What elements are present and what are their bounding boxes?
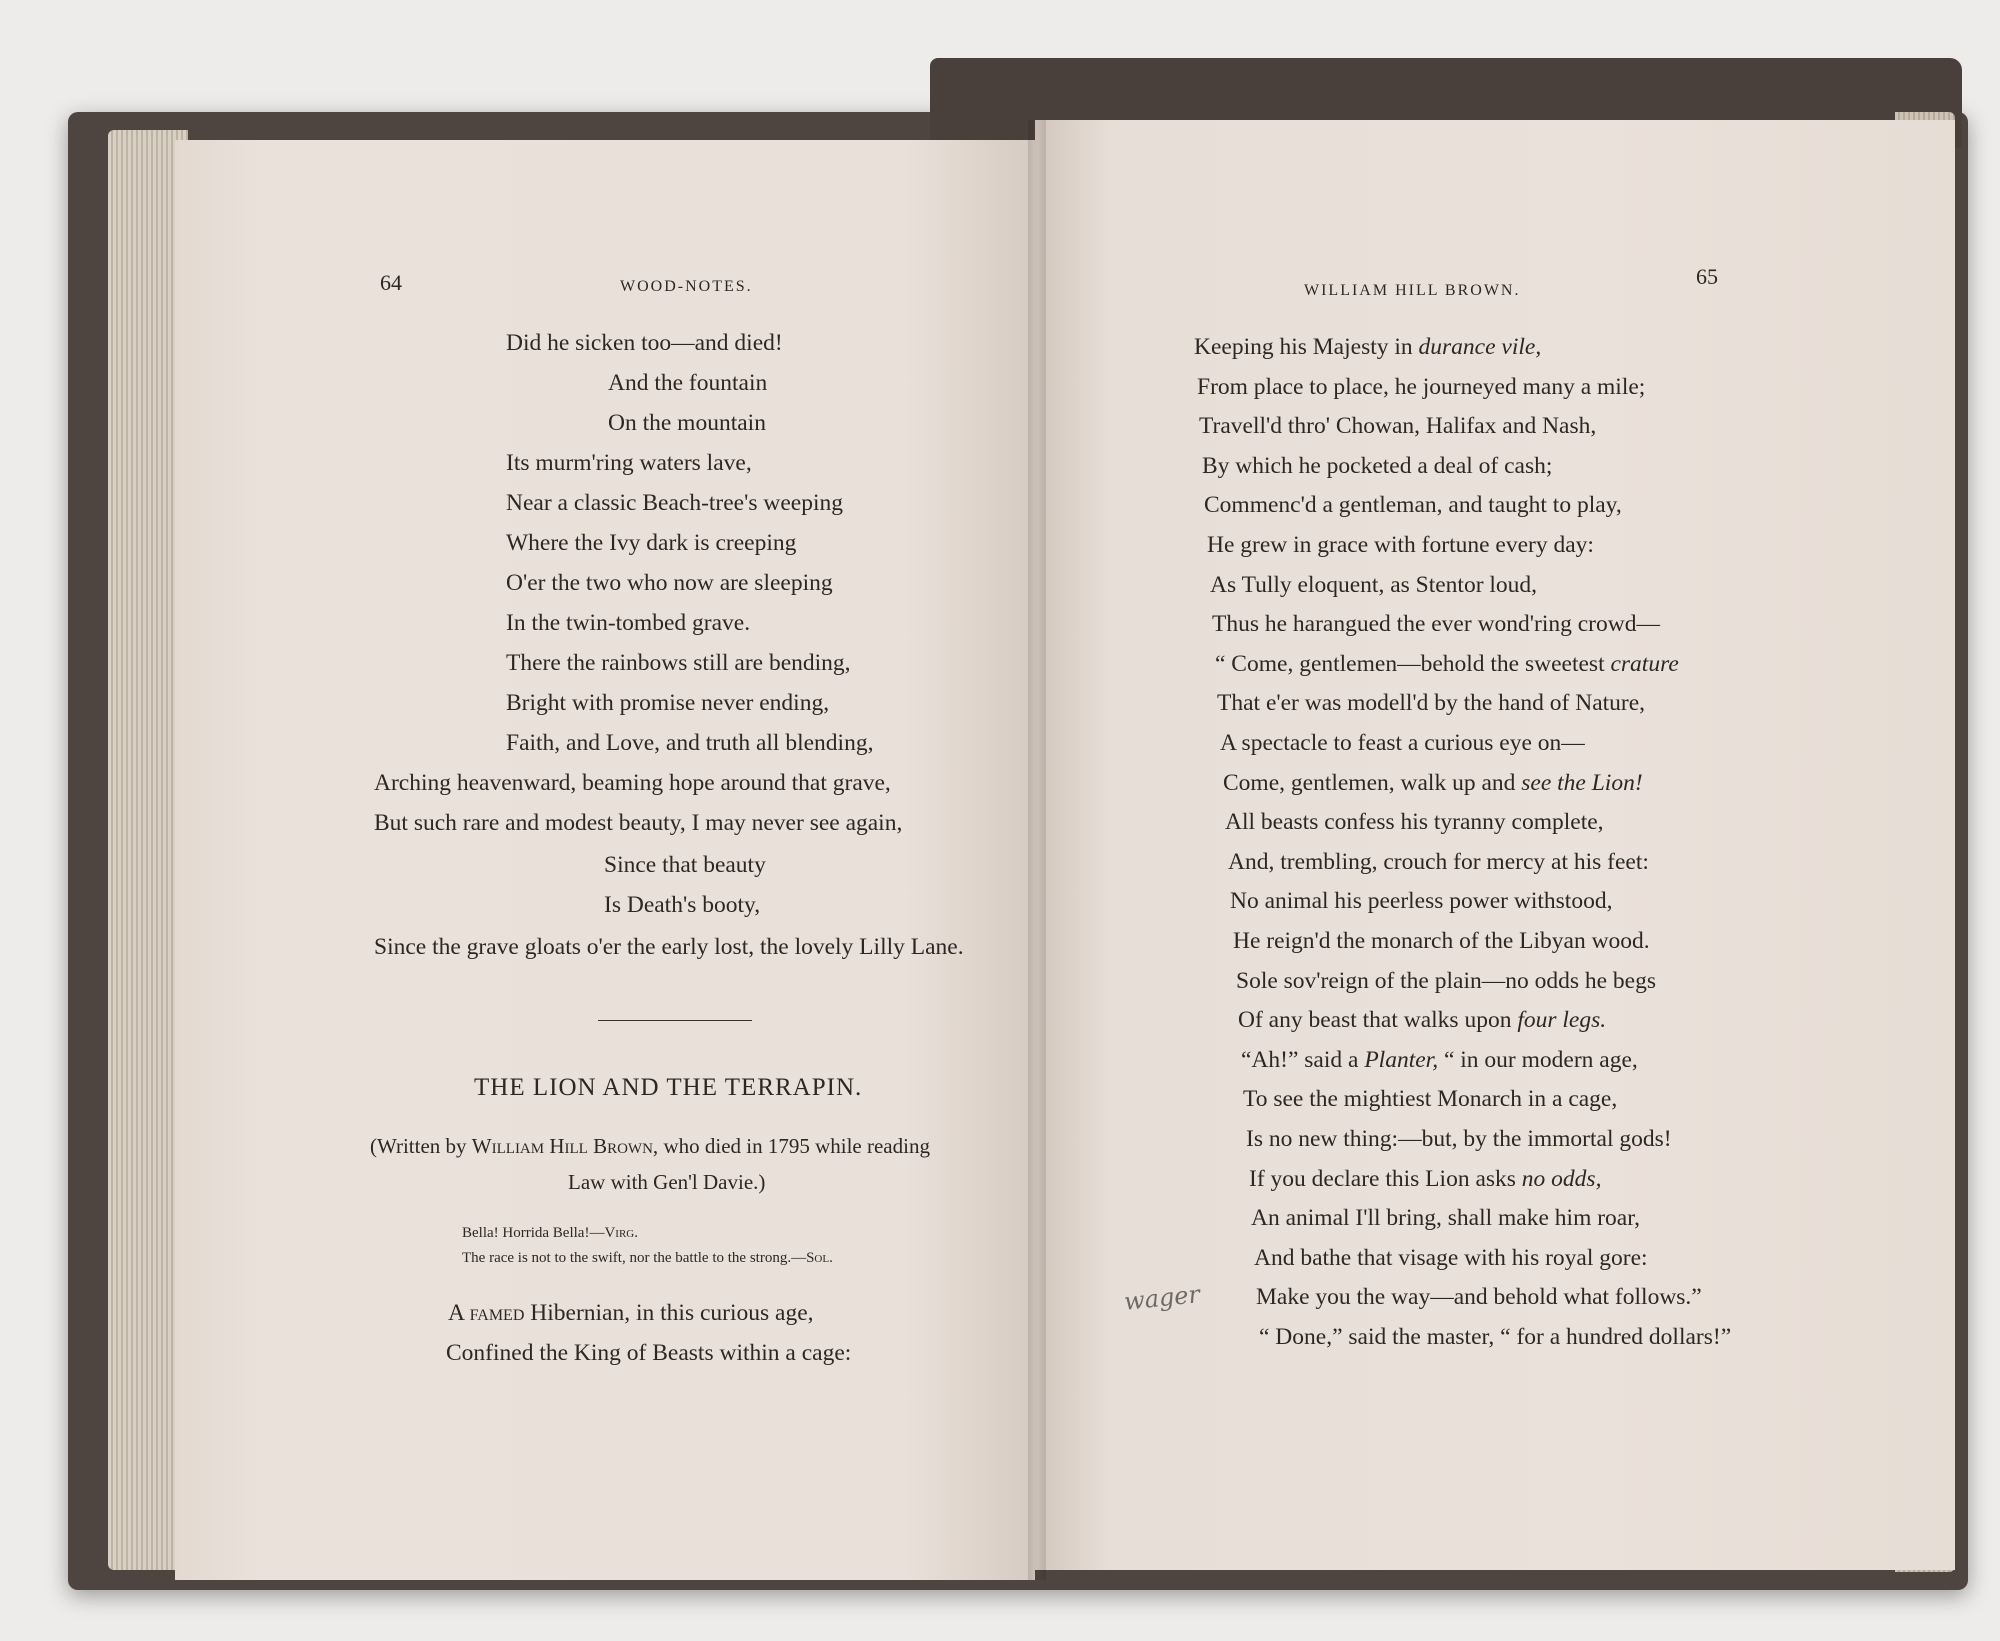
poem-line: Confined the King of Beasts within a cage:	[446, 1340, 852, 1366]
poem-line: Where the Ivy dark is creeping	[506, 530, 797, 556]
poem-line: He reign'd the monarch of the Libyan wood.	[1233, 928, 1650, 954]
poem-line: Since the grave gloats o'er the early lost, the lovely Lilly Lane.	[374, 934, 964, 960]
poem-line: Travell'd thro' Chowan, Halifax and Nash,	[1199, 413, 1597, 439]
poem-line: “ Come, gentlemen—behold the sweetest crature	[1215, 651, 1679, 677]
poem-line: And bathe that visage with his royal gore:	[1254, 1245, 1648, 1271]
poem-line: O'er the two who now are sleeping	[506, 570, 833, 596]
byline-suffix: who died in 1795 while reading	[658, 1134, 930, 1158]
section-divider	[598, 1020, 752, 1021]
poem-line: An animal I'll bring, shall make him roar,	[1251, 1205, 1640, 1231]
poem-line: Since that beauty	[604, 852, 766, 878]
right-running-head: WILLIAM HILL BROWN.	[1304, 282, 1521, 299]
epigraph-2: The race is not to the swift, nor the battle to the strong.—Sol.	[462, 1250, 833, 1266]
byline-line-1	[370, 1134, 930, 1159]
poem-line: Did he sicken too—and died!	[506, 330, 783, 356]
poem-line: Make you the way—and behold what follows.”	[1256, 1284, 1702, 1310]
poem-line: Thus he harangued the ever wond'ring crowd—	[1212, 611, 1660, 637]
poem-line: From place to place, he journeyed many a mile;	[1197, 374, 1646, 400]
poem-line: Bright with promise never ending,	[506, 690, 830, 716]
poem-line: He grew in grace with fortune every day:	[1207, 532, 1594, 558]
left-running-head: WOOD-NOTES.	[620, 278, 753, 295]
poem-line: If you declare this Lion asks no odds,	[1249, 1166, 1602, 1192]
byline-author: William Hill Brown,	[471, 1134, 659, 1158]
section-title: THE LION AND THE TERRAPIN.	[474, 1074, 863, 1101]
poem-line: Faith, and Love, and truth all blending,	[506, 730, 874, 756]
poem-line: And the fountain	[608, 370, 768, 396]
epigraph-1: Bella! Horrida Bella!—Virg.	[462, 1225, 638, 1241]
poem-line: To see the mightiest Monarch in a cage,	[1243, 1086, 1618, 1112]
poem-line: Come, gentlemen, walk up and see the Lion!	[1223, 770, 1643, 796]
poem-line: Of any beast that walks upon four legs.	[1238, 1007, 1607, 1033]
left-page-number: 64	[380, 270, 402, 295]
poem-line: “ Done,” said the master, “ for a hundred dollars!”	[1259, 1324, 1732, 1350]
poem-line: No animal his peerless power withstood,	[1230, 888, 1613, 914]
right-page-number: 65	[1696, 264, 1718, 289]
poem-line: Is no new thing:—but, by the immortal gods!	[1246, 1126, 1672, 1152]
poem-line: “Ah!” said a Planter, “ in our modern age,	[1241, 1047, 1638, 1073]
poem-line: As Tully eloquent, as Stentor loud,	[1210, 572, 1538, 598]
poem-line: And, trembling, crouch for mercy at his feet:	[1228, 849, 1649, 875]
poem-line: There the rainbows still are bending,	[506, 650, 851, 676]
poem-line: Keeping his Majesty in durance vile,	[1194, 334, 1542, 360]
poem-line: Commenc'd a gentleman, and taught to play,	[1204, 492, 1622, 518]
poem-line: All beasts confess his tyranny complete,	[1225, 809, 1604, 835]
book-gutter	[1028, 120, 1046, 1580]
poem-line: Sole sov'reign of the plain—no odds he begs	[1236, 968, 1656, 994]
poem-line: But such rare and modest beauty, I may never see again,	[374, 810, 903, 836]
byline-prefix: (Written by	[370, 1134, 472, 1158]
poem-line: A spectacle to feast a curious eye on—	[1220, 730, 1585, 756]
margin-note: wager	[1122, 1280, 1202, 1316]
poem-line: Arching heavenward, beaming hope around that grave,	[374, 770, 891, 796]
poem-line: On the mountain	[608, 410, 766, 436]
poem-line: That e'er was modell'd by the hand of Nature,	[1217, 690, 1646, 716]
poem-line: By which he pocketed a deal of cash;	[1202, 453, 1553, 479]
poem-line: Is Death's booty,	[604, 892, 761, 918]
byline-line-2: Law with Gen'l Davie.)	[568, 1170, 766, 1194]
opening-line: A famed Hibernian, in this curious age,	[448, 1300, 814, 1326]
poem-line: Near a classic Beach-tree's weeping	[506, 490, 843, 516]
poem-line: In the twin-tombed grave.	[506, 610, 751, 636]
poem-line: Its murm'ring waters lave,	[506, 450, 752, 476]
